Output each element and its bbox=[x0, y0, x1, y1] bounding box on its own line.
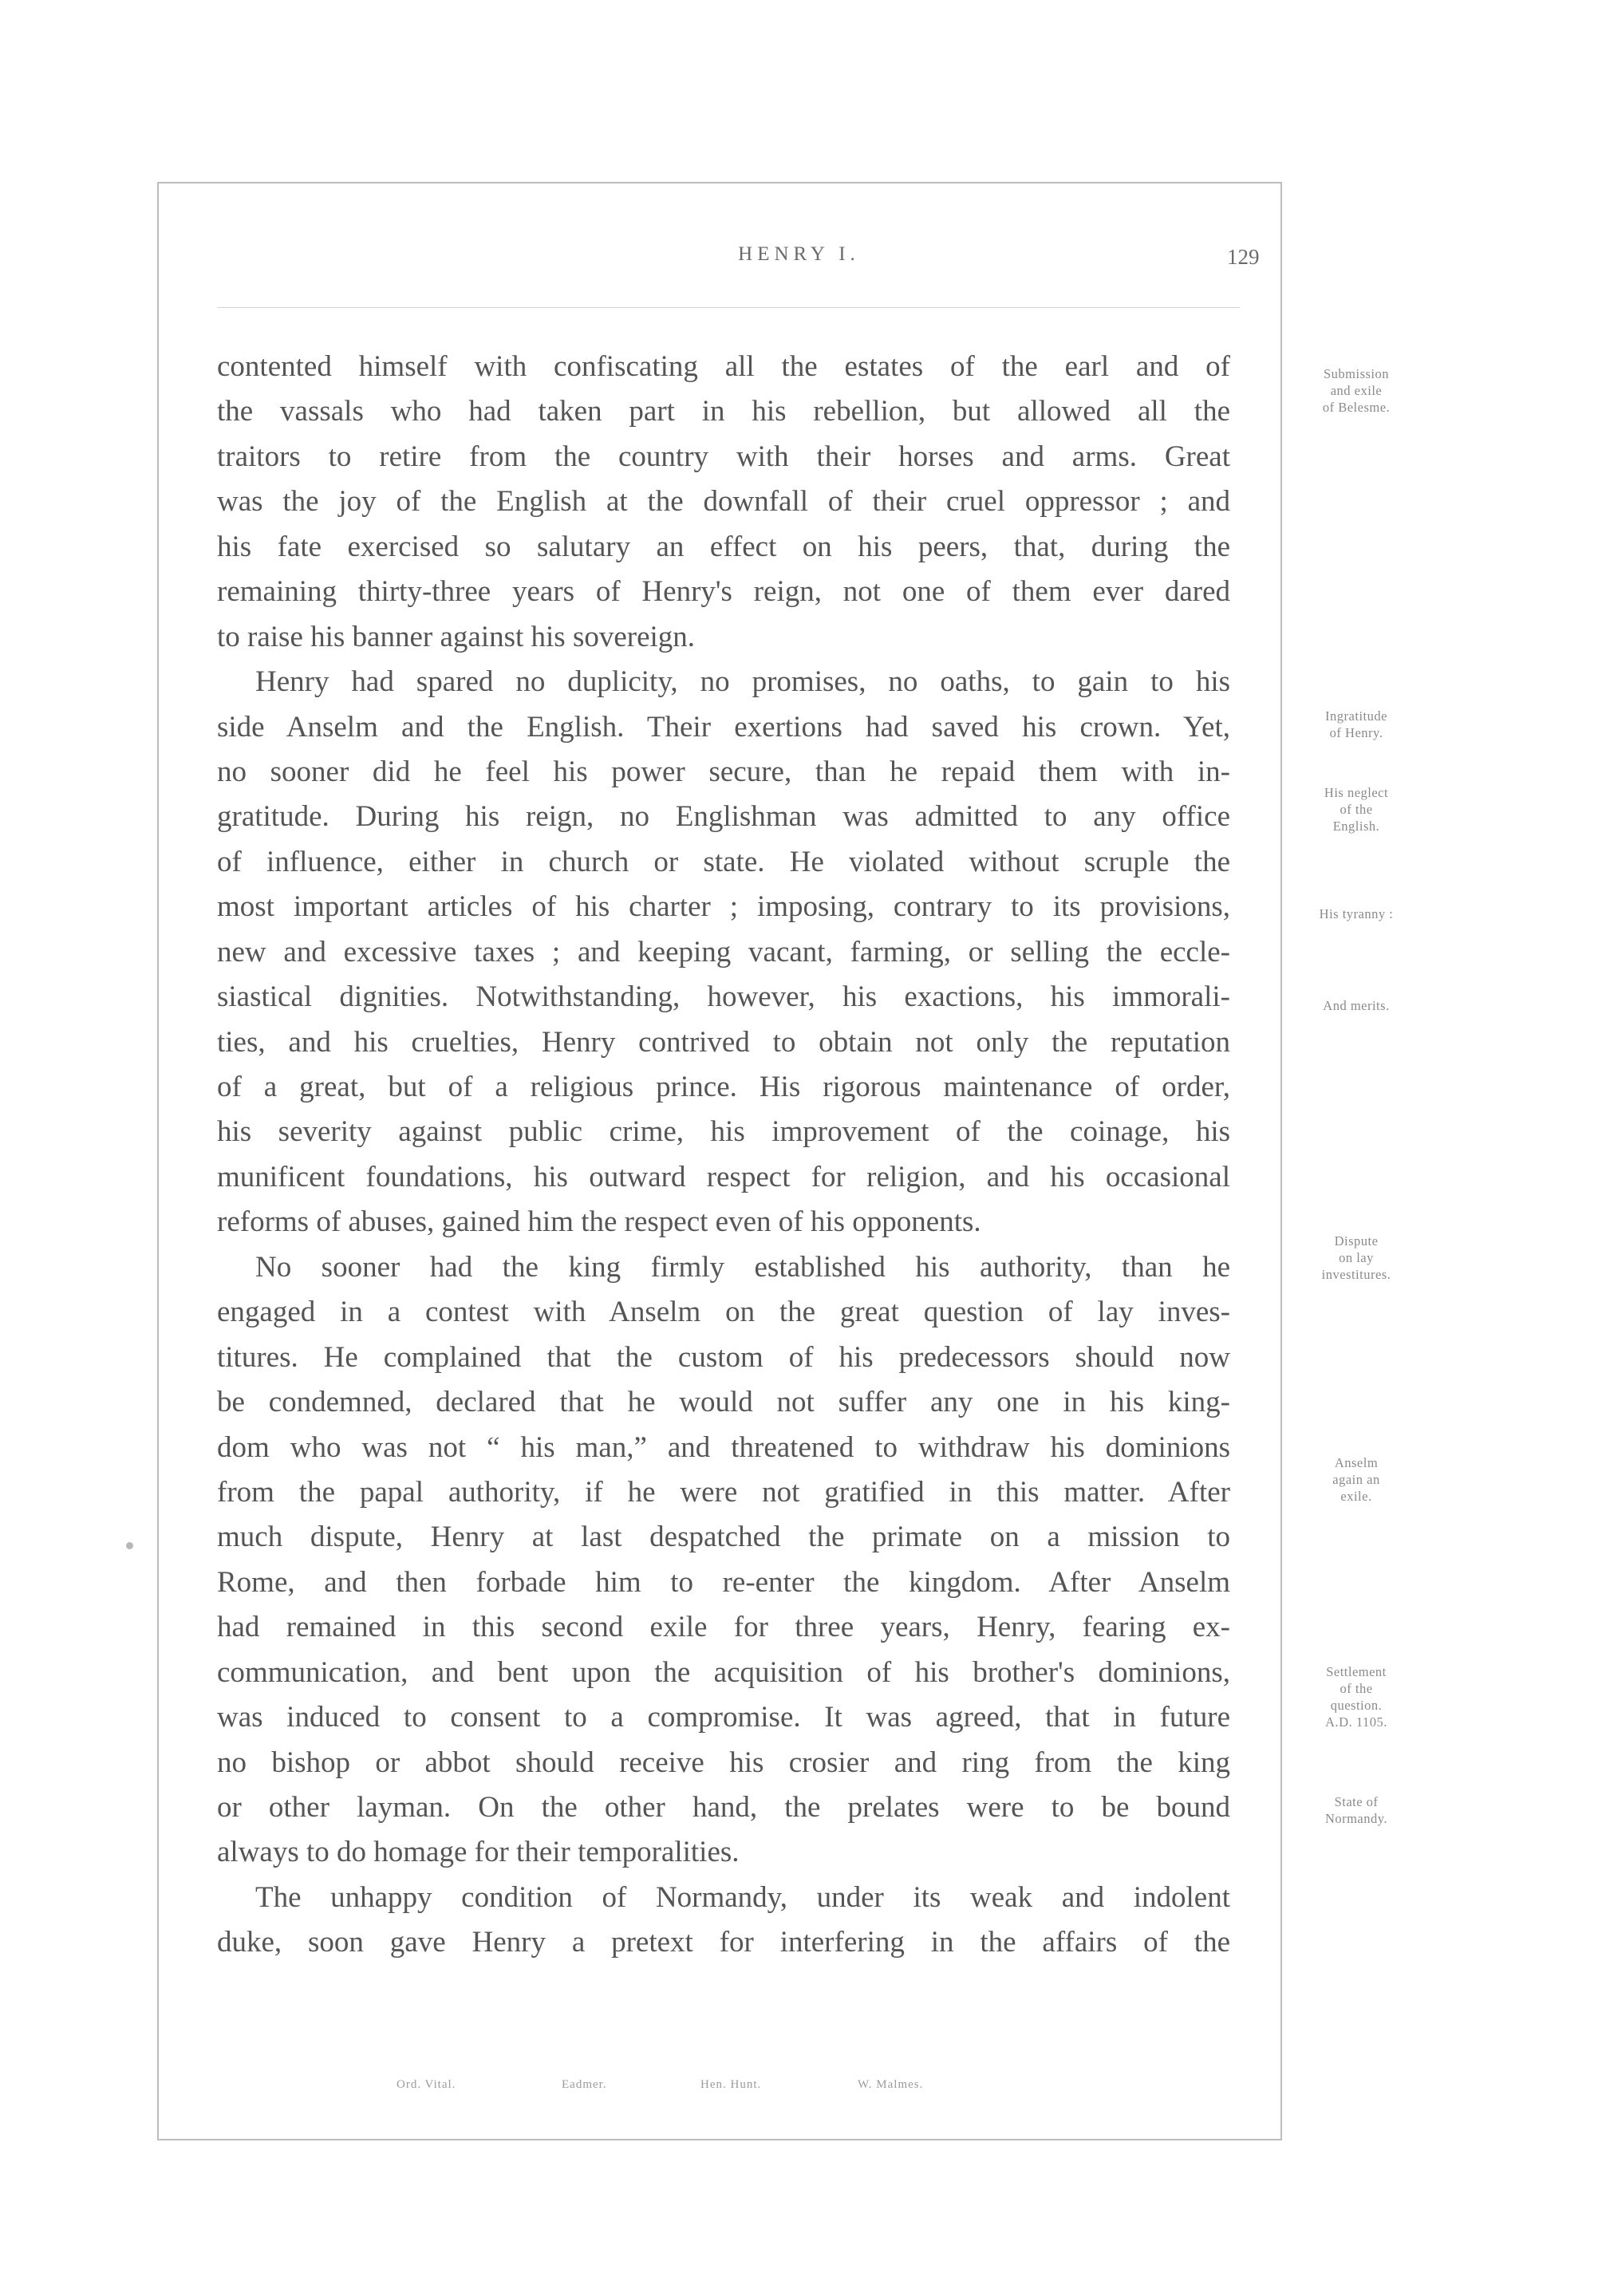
paragraph bbox=[217, 1876, 1230, 1966]
sidenote-line: of Henry. bbox=[1329, 725, 1383, 740]
sidenote-line: again an bbox=[1332, 1472, 1380, 1487]
sidenote-normandy bbox=[1276, 1793, 1436, 1827]
body-text bbox=[217, 345, 1230, 1966]
sidenote-dispute bbox=[1276, 1233, 1436, 1283]
text-line: engaged in a contest with Anselm on the great question of lay inves- bbox=[217, 1296, 1230, 1329]
sidenote-line: on lay bbox=[1339, 1250, 1374, 1265]
header-rule bbox=[217, 307, 1240, 308]
sidenote-line: State of bbox=[1334, 1794, 1379, 1809]
text-line: Rome, and then forbade him to re-enter the kingdom. After Anselm bbox=[217, 1565, 1230, 1599]
margin-dot bbox=[126, 1542, 133, 1549]
text-line: was the joy of the English at the downfall of their cruel oppressor ; and bbox=[217, 485, 1230, 519]
bottom-border-rule bbox=[157, 2139, 1282, 2140]
sidenote-line: exile. bbox=[1340, 1489, 1372, 1504]
text-line: be condemned, declared that he would not suffer any one in his king- bbox=[217, 1386, 1230, 1419]
sidenote-line: Ingratitude bbox=[1325, 708, 1387, 724]
paragraph bbox=[217, 660, 1230, 1245]
sidenote-merits bbox=[1276, 997, 1436, 1014]
left-border-rule bbox=[157, 182, 159, 2140]
text-line: Henry had spared no duplicity, no promises, no oaths, to gain to his bbox=[255, 665, 1230, 699]
right-border-rule bbox=[1280, 182, 1282, 2140]
text-line: gratitude. During his reign, no Englishman was admitted to any office bbox=[217, 800, 1230, 834]
sidenote-line: Dispute bbox=[1334, 1233, 1379, 1249]
sidenote-line: of the bbox=[1340, 802, 1373, 817]
top-border-rule bbox=[157, 182, 1282, 183]
text-line: contented himself with confiscating all the estates of the earl and of bbox=[217, 350, 1230, 383]
text-line: the vassals who had taken part in his rebellion, but allowed all the bbox=[217, 395, 1230, 428]
text-line: The unhappy condition of Normandy, under its weak and indolent bbox=[255, 1880, 1230, 1914]
text-line: traitors to retire from the country with their horses and arms. Great bbox=[217, 440, 1230, 473]
text-line: ties, and his cruelties, Henry contrived to obtain not only the reputation bbox=[217, 1025, 1230, 1059]
text-line: of a great, but of a religious prince. His rigorous maintenance of order, bbox=[217, 1071, 1230, 1103]
sidenote-line: Submission bbox=[1323, 366, 1390, 381]
sidenote-line: Normandy. bbox=[1324, 1811, 1388, 1826]
sidenote-line: His neglect bbox=[1324, 785, 1389, 800]
running-header-title: HENRY I. bbox=[738, 243, 860, 265]
text-line: duke, soon gave Henry a pretext for interfering in the affairs of the bbox=[217, 1926, 1230, 1959]
text-line: no bishop or abbot should receive his crosier and ring from the king bbox=[217, 1746, 1230, 1779]
text-line: most important articles of his charter ; imposing, contrary to its provisions, bbox=[217, 890, 1230, 924]
text-line: communication, and bent upon the acquisition of his brother's dominions, bbox=[217, 1655, 1230, 1689]
paragraph bbox=[217, 1245, 1230, 1876]
text-line: side Anselm and the English. Their exertions had saved his crown. Yet, bbox=[217, 710, 1230, 744]
sidenote-line: A.D. 1105. bbox=[1325, 1714, 1387, 1730]
text-line: munificent foundations, his outward respect for religion, and his occasional bbox=[217, 1160, 1230, 1193]
sidenote-line: of Belesme. bbox=[1322, 400, 1391, 415]
text-line: to raise his banner against his sovereign. bbox=[217, 620, 696, 653]
text-line: dom who was not “ his man,” and threatened to withdraw his dominions bbox=[217, 1430, 1230, 1464]
text-line: his fate exercised so salutary an effect on his peers, that, during the bbox=[217, 530, 1230, 563]
sidenote-tyranny bbox=[1276, 905, 1436, 922]
text-line: much dispute, Henry at last despatched the primate on a mission to bbox=[217, 1521, 1230, 1554]
text-line: titures. He complained that the custom of his predecessors should now bbox=[217, 1340, 1230, 1374]
sidenote-line: Settlement bbox=[1326, 1664, 1387, 1679]
text-line: new and excessive taxes ; and keeping vacant, farming, or selling the eccle- bbox=[217, 935, 1230, 969]
text-line: from the papal authority, if he were not gratified in this matter. After bbox=[217, 1475, 1230, 1509]
sidenote-neglect bbox=[1276, 784, 1436, 834]
sidenote-line: of the bbox=[1340, 1681, 1373, 1696]
sidenote-line: Anselm bbox=[1334, 1455, 1379, 1470]
text-line: or other layman. On the other hand, the prelates were to be bound bbox=[217, 1791, 1230, 1824]
text-line: No sooner had the king firmly established his authority, than he bbox=[255, 1250, 1230, 1284]
footer-source: Eadmer. bbox=[562, 2078, 607, 2091]
sidenote-line: and exile bbox=[1330, 383, 1383, 398]
text-line: no sooner did he feel his power secure, than he repaid them with in- bbox=[217, 755, 1230, 788]
text-line: was induced to consent to a compromise. It was agreed, that in future bbox=[217, 1701, 1230, 1734]
text-line: siastical dignities. Notwithstanding, however, his exactions, his immorali- bbox=[217, 980, 1230, 1014]
page-number: 129 bbox=[1227, 245, 1260, 269]
sidenote-anselm-exile bbox=[1276, 1454, 1436, 1505]
footer-source: Ord. Vital. bbox=[397, 2078, 456, 2091]
sidenote-submission bbox=[1276, 365, 1436, 416]
text-line: had remained in this second exile for three years, Henry, fearing ex- bbox=[217, 1611, 1230, 1644]
sidenote-line: investitures. bbox=[1321, 1267, 1391, 1282]
sidenote-line: English. bbox=[1332, 819, 1380, 834]
sidenote-line: question. bbox=[1330, 1698, 1383, 1713]
sidenote-ingratitude bbox=[1276, 708, 1436, 741]
text-line: remaining thirty-three years of Henry's reign, not one of them ever dared bbox=[217, 575, 1230, 609]
paragraph bbox=[217, 345, 1230, 660]
text-line: reforms of abuses, gained him the respect even of his opponents. bbox=[217, 1205, 981, 1239]
sidenote-line: And merits. bbox=[1323, 998, 1390, 1013]
sidenote-settlement bbox=[1276, 1663, 1436, 1730]
footer-source: W. Malmes. bbox=[858, 2078, 924, 2091]
text-line: his severity against public crime, his improvement of the coinage, his bbox=[217, 1115, 1230, 1149]
sidenote-line: His tyranny : bbox=[1319, 906, 1394, 921]
text-line: of influence, either in church or state. He violated without scruple the bbox=[217, 845, 1230, 878]
text-line: always to do homage for their temporalities. bbox=[217, 1836, 740, 1869]
footer-source: Hen. Hunt. bbox=[700, 2078, 762, 2091]
